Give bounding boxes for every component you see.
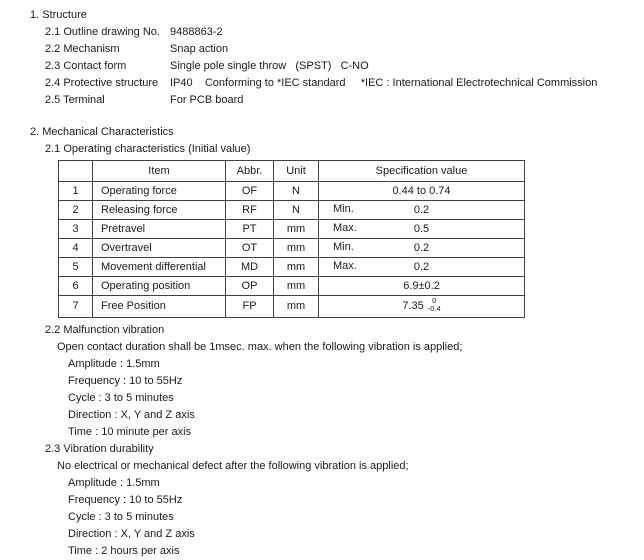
structure-item-value: IP40 Conforming to *IEC standard *IEC : International Electrotechnical Commission — [170, 77, 598, 89]
tolerance-stack — [428, 297, 441, 313]
row-number: 7 — [59, 296, 93, 318]
row-number: 2 — [59, 201, 93, 220]
structure-item-terminal — [45, 92, 638, 109]
structure-item-label: 2.4 Protective structure — [45, 77, 159, 89]
table-row — [59, 296, 525, 318]
unit-cell: mm — [274, 296, 319, 318]
spec-value: 6.9±0.2 — [403, 279, 440, 292]
structure-item-mechanism — [45, 41, 638, 58]
structure-item-label: 2.5 Terminal — [45, 94, 105, 106]
item-cell: Operating force — [93, 182, 226, 201]
spec-cell — [319, 182, 525, 201]
abbr-cell: RF — [226, 201, 274, 220]
malfunction-detail-cycle: Cycle : 3 to 5 minutes — [68, 392, 174, 404]
spec-value: 7.35 — [402, 300, 424, 312]
item-cell: Overtravel — [93, 239, 226, 258]
row-number: 3 — [59, 220, 93, 239]
durability-detail-amplitude: Amplitude : 1.5mm — [68, 477, 160, 489]
tolerance-upper: 0 — [432, 296, 437, 306]
spec-value: 0.2 — [413, 260, 430, 273]
unit-cell: mm — [274, 220, 319, 239]
structure-item-value: 9488863-2 — [170, 26, 223, 38]
row-number: 4 — [59, 239, 93, 258]
abbr-cell: OT — [226, 239, 274, 258]
spec-qualifier: Max. — [333, 260, 357, 272]
row-number: 6 — [59, 277, 93, 296]
abbr-cell: OF — [226, 182, 274, 201]
abbr-cell: PT — [226, 220, 274, 239]
structure-item-value: Snap action — [170, 43, 229, 55]
operating-characteristics-subheading: 2.1 Operating characteristics (Initial value) — [45, 143, 251, 155]
item-cell: Movement differential — [93, 258, 226, 277]
header-abbr: Abbr. — [226, 161, 274, 182]
structure-item-label: 2.1 Outline drawing No. — [45, 26, 160, 38]
spec-value: 0.2 — [413, 203, 430, 216]
malfunction-vibration-heading: 2.2 Malfunction vibration — [45, 324, 165, 336]
unit-cell: mm — [274, 277, 319, 296]
malfunction-detail-frequency: Frequency : 10 to 55Hz — [68, 375, 183, 387]
table-row — [59, 182, 525, 201]
spec-cell — [319, 220, 525, 239]
header-spec: Specification value — [319, 161, 525, 182]
spec-cell — [319, 258, 525, 277]
tolerance-lower: -0.4 — [427, 304, 441, 314]
malfunction-intro: Open contact duration shall be 1msec. max. when the following vibration is applied; — [57, 341, 463, 353]
durability-detail-direction: Direction : X, Y and Z axis — [68, 528, 195, 540]
table-header-row — [59, 161, 525, 182]
spec-qualifier: Min. — [333, 203, 354, 215]
abbr-cell: FP — [226, 296, 274, 318]
malfunction-detail-time: Time : 10 minute per axis — [68, 426, 192, 438]
header-item: Item — [93, 161, 226, 182]
vibration-durability-heading: 2.3 Vibration durability — [45, 443, 154, 455]
spec-value: 0.44 to 0.74 — [392, 184, 451, 197]
item-cell: Pretravel — [93, 220, 226, 239]
spec-cell — [319, 201, 525, 220]
spec-value: 0.2 — [413, 241, 430, 254]
spec-cell — [319, 239, 525, 258]
durability-detail-time: Time : 2 hours per axis — [68, 545, 180, 557]
row-number: 5 — [59, 258, 93, 277]
spec-qualifier: Max. — [333, 222, 357, 234]
item-cell: Operating position — [93, 277, 226, 296]
header-unit: Unit — [274, 161, 319, 182]
table-row — [59, 220, 525, 239]
header-no — [59, 161, 93, 182]
spec-cell — [319, 277, 525, 296]
structure-item-value: Single pole single throw (SPST) C-NO — [170, 60, 369, 72]
malfunction-detail-amplitude: Amplitude : 1.5mm — [68, 358, 160, 370]
durability-detail-cycle: Cycle : 3 to 5 minutes — [68, 511, 174, 523]
spec-value: 0.5 — [413, 222, 430, 235]
structure-item-value: For PCB board — [170, 94, 244, 106]
table-row — [59, 258, 525, 277]
abbr-cell: OP — [226, 277, 274, 296]
mechanical-heading: 2. Mechanical Characteristics — [30, 126, 174, 138]
table-row — [59, 201, 525, 220]
spec-qualifier: Min. — [333, 241, 354, 253]
malfunction-detail-direction: Direction : X, Y and Z axis — [68, 409, 195, 421]
structure-item-outline-drawing — [45, 24, 638, 41]
unit-cell: mm — [274, 258, 319, 277]
item-cell: Releasing force — [93, 201, 226, 220]
abbr-cell: MD — [226, 258, 274, 277]
item-cell: Free Position — [93, 296, 226, 318]
structure-item-protective-structure — [45, 75, 638, 92]
unit-cell: N — [274, 201, 319, 220]
structure-heading: 1. Structure — [30, 9, 87, 21]
durability-intro: No electrical or mechanical defect after the following vibration is applied; — [57, 460, 409, 472]
unit-cell: mm — [274, 239, 319, 258]
structure-item-contact-form — [45, 58, 638, 75]
unit-cell: N — [274, 182, 319, 201]
table-row — [59, 277, 525, 296]
structure-item-label: 2.3 Contact form — [45, 60, 127, 72]
durability-detail-frequency: Frequency : 10 to 55Hz — [68, 494, 183, 506]
row-number: 1 — [59, 182, 93, 201]
table-row — [59, 239, 525, 258]
operating-characteristics-table — [58, 160, 525, 318]
structure-item-label: 2.2 Mechanism — [45, 43, 120, 55]
spec-cell — [319, 296, 525, 318]
